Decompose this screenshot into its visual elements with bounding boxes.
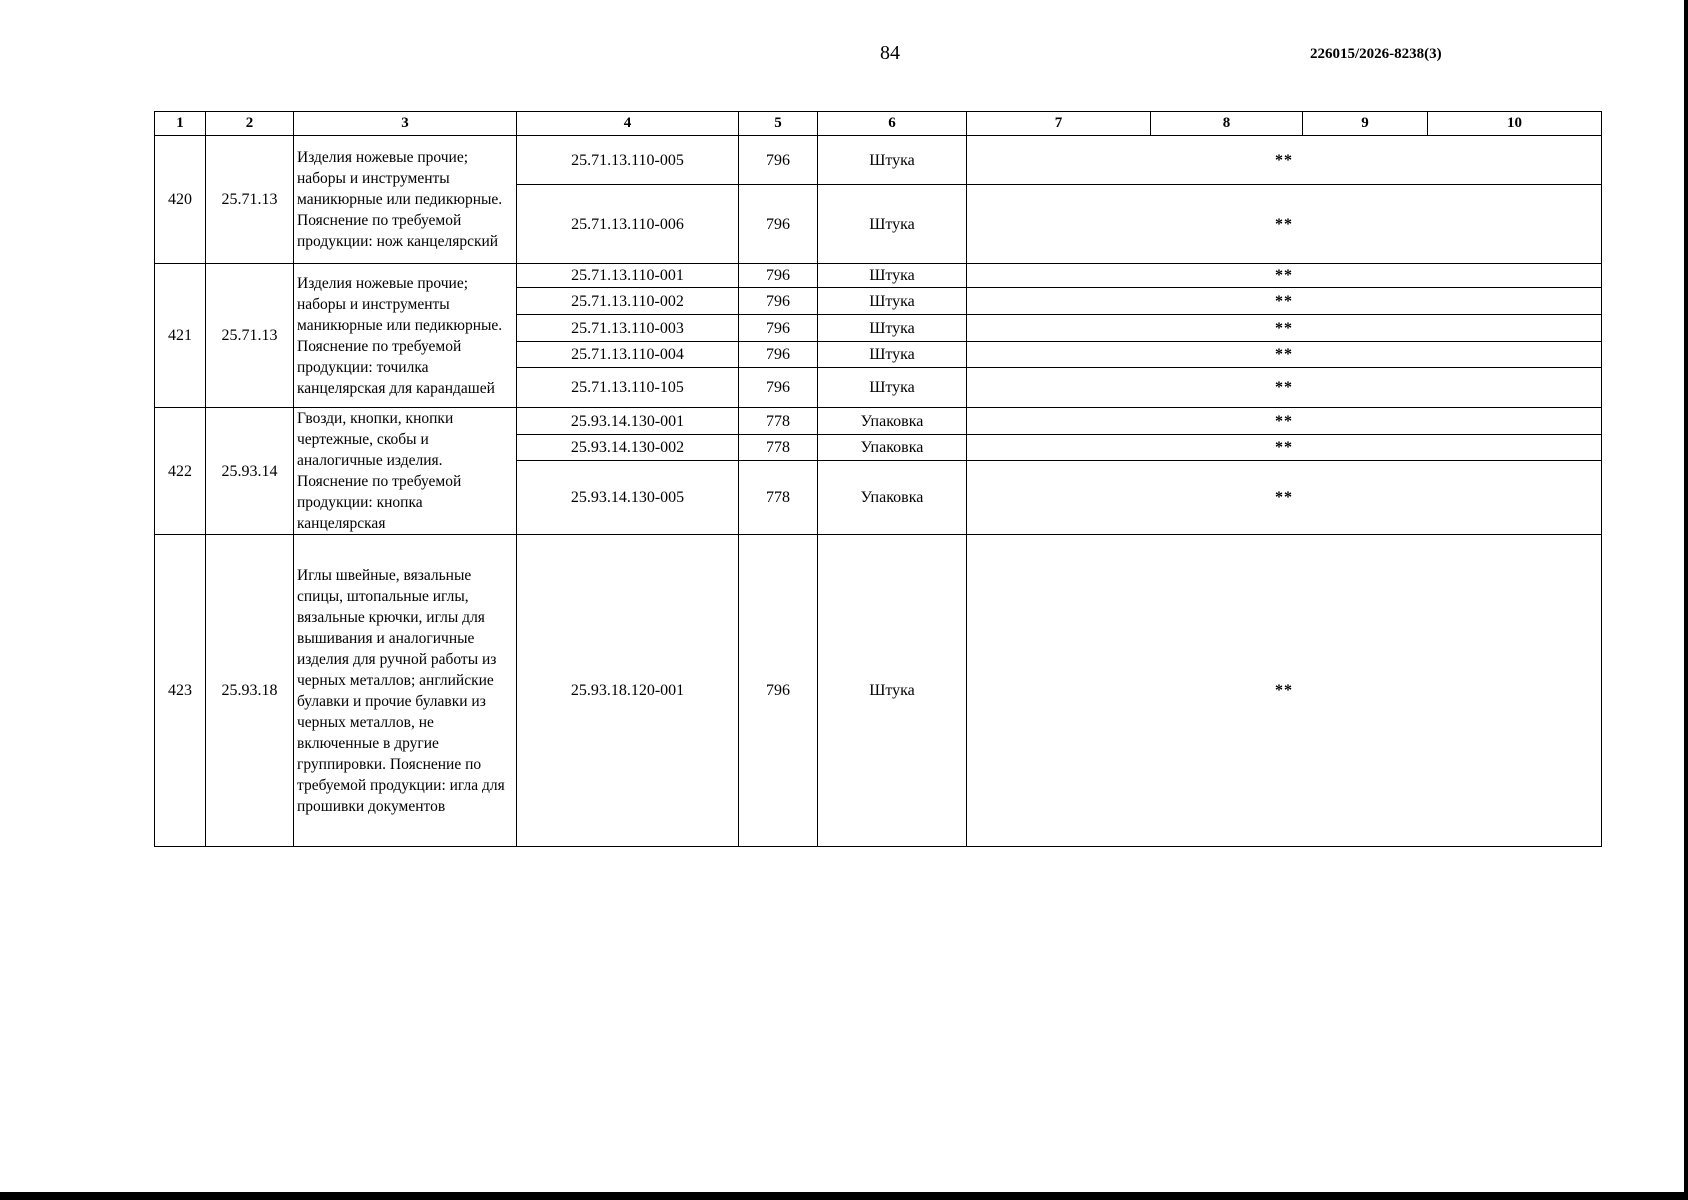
unit-name: Штука [818, 288, 967, 315]
col-header-8: 8 [1151, 112, 1303, 136]
okei-code: 796 [739, 342, 818, 368]
characteristics-mark: ** [967, 461, 1602, 535]
okpd-code: 25.71.13 [206, 264, 294, 408]
col-header-7: 7 [967, 112, 1151, 136]
page-number: 84 [880, 42, 900, 64]
table-row [155, 136, 1602, 185]
ktru-code: 25.71.13.110-001 [517, 264, 739, 288]
unit-name: Штука [818, 342, 967, 368]
characteristics-mark: ** [967, 185, 1602, 264]
unit-name: Штука [818, 535, 967, 847]
okei-code: 796 [739, 185, 818, 264]
ktru-code: 25.71.13.110-005 [517, 136, 739, 185]
col-header-5: 5 [739, 112, 818, 136]
row-number: 421 [155, 264, 206, 408]
table-row [155, 535, 1602, 847]
ktru-code: 25.71.13.110-006 [517, 185, 739, 264]
okei-code: 796 [739, 368, 818, 408]
unit-name: Штука [818, 264, 967, 288]
ktru-code: 25.71.13.110-002 [517, 288, 739, 315]
col-header-2: 2 [206, 112, 294, 136]
characteristics-mark: ** [967, 368, 1602, 408]
ktru-code: 25.93.14.130-005 [517, 461, 739, 535]
col-header-10: 10 [1428, 112, 1602, 136]
product-name: Изделия ножевые прочие; наборы и инструменты маникюрные или педикюрные. Пояснение по требуемой продукции: точилка канцелярская для карандашей [294, 264, 517, 408]
col-header-1: 1 [155, 112, 206, 136]
document-code: 226015/2026-8238(3) [1310, 46, 1442, 62]
characteristics-mark: ** [967, 315, 1602, 342]
okei-code: 796 [739, 136, 818, 185]
okei-code: 778 [739, 435, 818, 461]
unit-name: Штука [818, 136, 967, 185]
table-row [155, 408, 1602, 435]
product-name: Гвозди, кнопки, кнопки чертежные, скобы и аналогичные изделия. Пояснение по требуемой продукции: кнопка канцелярская [294, 408, 517, 535]
characteristics-mark: ** [967, 136, 1602, 185]
col-header-6: 6 [818, 112, 967, 136]
characteristics-mark: ** [967, 535, 1602, 847]
row-number: 423 [155, 535, 206, 847]
product-register-table [154, 111, 1602, 847]
okpd-code: 25.93.14 [206, 408, 294, 535]
col-header-4: 4 [517, 112, 739, 136]
characteristics-mark: ** [967, 264, 1602, 288]
unit-name: Штука [818, 315, 967, 342]
okpd-code: 25.93.18 [206, 535, 294, 847]
unit-name: Упаковка [818, 461, 967, 535]
col-header-9: 9 [1303, 112, 1428, 136]
okei-code: 796 [739, 288, 818, 315]
okei-code: 796 [739, 535, 818, 847]
characteristics-mark: ** [967, 342, 1602, 368]
okei-code: 778 [739, 461, 818, 535]
row-number: 422 [155, 408, 206, 535]
characteristics-mark: ** [967, 408, 1602, 435]
ktru-code: 25.93.14.130-002 [517, 435, 739, 461]
header-row [155, 112, 1602, 136]
unit-name: Упаковка [818, 435, 967, 461]
okpd-code: 25.71.13 [206, 136, 294, 264]
table-row [155, 264, 1602, 288]
ktru-code: 25.71.13.110-004 [517, 342, 739, 368]
product-name: Изделия ножевые прочие; наборы и инструменты маникюрные или педикюрные. Пояснение по требуемой продукции: нож канцелярский [294, 136, 517, 264]
ktru-code: 25.71.13.110-003 [517, 315, 739, 342]
ktru-code: 25.71.13.110-105 [517, 368, 739, 408]
characteristics-mark: ** [967, 288, 1602, 315]
col-header-3: 3 [294, 112, 517, 136]
ktru-code: 25.93.18.120-001 [517, 535, 739, 847]
okei-code: 796 [739, 315, 818, 342]
characteristics-mark: ** [967, 435, 1602, 461]
unit-name: Упаковка [818, 408, 967, 435]
ktru-code: 25.93.14.130-001 [517, 408, 739, 435]
okei-code: 796 [739, 264, 818, 288]
row-number: 420 [155, 136, 206, 264]
okei-code: 778 [739, 408, 818, 435]
unit-name: Штука [818, 185, 967, 264]
product-name: Иглы швейные, вязальные спицы, штопальные иглы, вязальные крючки, иглы для вышивания и аналогичные изделия для ручной работы из черных металлов; английские булавки и прочие булавки из черных металлов, не включенные в другие группировки. Пояснение по требуемой продукции: игла для прошивки документов [294, 535, 517, 847]
unit-name: Штука [818, 368, 967, 408]
